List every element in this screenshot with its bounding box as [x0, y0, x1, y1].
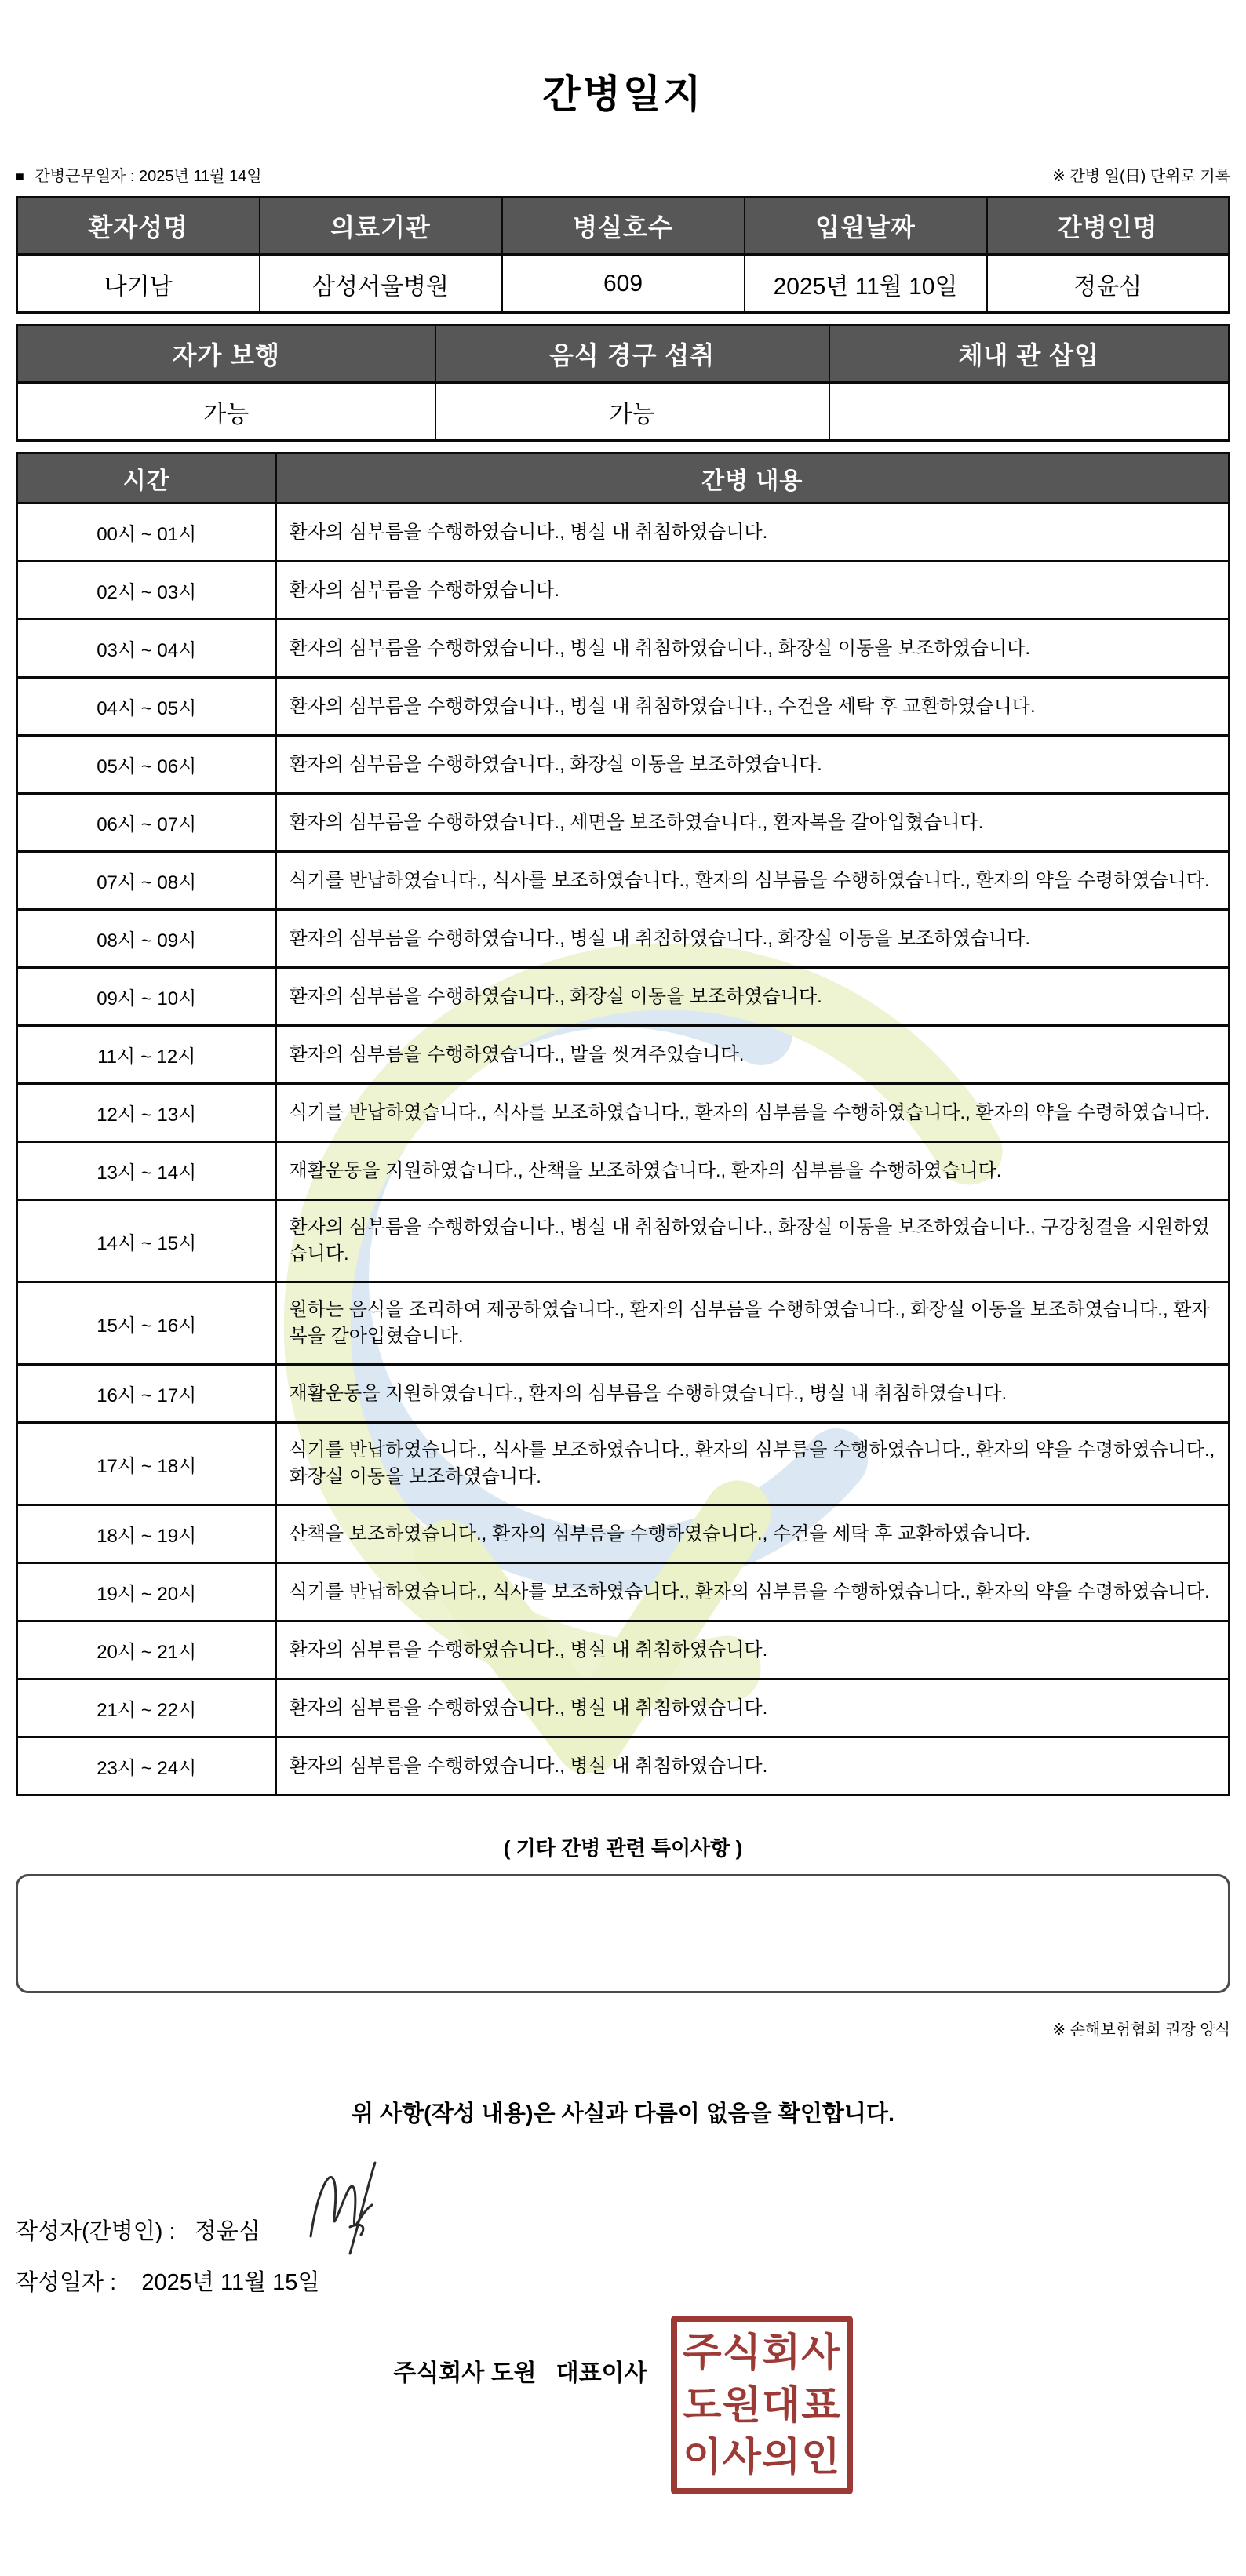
care-content: 환자의 심부름을 수행하였습니다., 병실 내 취침하였습니다. — [289, 1697, 768, 1719]
work-date-label: 간병근무일자 : — [35, 168, 135, 185]
care-time: 15시 ~ 16시 — [97, 1315, 197, 1337]
patient-status-table — [16, 324, 1230, 442]
value-patient-name: 나기남 — [17, 255, 260, 313]
care-time-cell — [17, 1563, 276, 1621]
care-content-cell — [276, 794, 1230, 852]
care-content: 환자의 심부름을 수행하였습니다., 병실 내 취침하였습니다. — [289, 521, 768, 543]
care-table-body — [17, 504, 1230, 1796]
patient-header-row — [17, 198, 1230, 255]
care-time-cell — [17, 1737, 276, 1796]
care-content: 환자의 심부름을 수행하였습니다., 병실 내 취침하였습니다. — [289, 1639, 768, 1661]
care-table-row — [17, 678, 1230, 736]
care-content: 환자의 심부름을 수행하였습니다., 화장실 이동을 보조하였습니다. — [289, 753, 822, 775]
care-content: 재활운동을 지원하였습니다., 환자의 심부름을 수행하였습니다., 병실 내 취침하였습니다. — [289, 1382, 1007, 1404]
care-time: 19시 ~ 20시 — [97, 1584, 197, 1605]
care-content-cell — [276, 852, 1230, 910]
care-content: 환자의 심부름을 수행하였습니다., 발을 씻겨주었습니다. — [289, 1043, 745, 1065]
care-time: 18시 ~ 19시 — [97, 1526, 197, 1547]
care-time-cell — [17, 1621, 276, 1679]
care-time-cell — [17, 1026, 276, 1084]
care-time: 21시 ~ 22시 — [97, 1700, 197, 1721]
author-gap — [176, 2220, 195, 2246]
stamp-line-3: 이사의인 — [682, 2435, 841, 2480]
header-caregiver-name: 간병인명 — [987, 198, 1230, 255]
value-medical-institution: 삼성서울병원 — [260, 255, 502, 313]
stamp-line-1: 주식회사 — [682, 2330, 841, 2375]
care-table-row — [17, 562, 1230, 620]
status-value-row — [17, 383, 1230, 441]
care-time: 08시 ~ 09시 — [97, 930, 197, 951]
care-table-row — [17, 794, 1230, 852]
care-content-cell — [276, 1423, 1230, 1505]
care-table-row — [17, 1084, 1230, 1142]
care-time: 11시 ~ 12시 — [97, 1046, 196, 1068]
header-time: 시간 — [17, 453, 276, 504]
care-table-row — [17, 1563, 1230, 1621]
care-table-row — [17, 1365, 1230, 1423]
care-content: 식기를 반납하였습니다., 식사를 보조하였습니다., 환자의 심부름을 수행하였습니다., 환자의 약을 수령하였습니다., 화장실 이동을 보조하였습니다. — [289, 1439, 1215, 1487]
care-content: 식기를 반납하였습니다., 식사를 보조하였습니다., 환자의 심부름을 수행하였습니다., 환자의 약을 수령하였습니다. — [289, 1101, 1210, 1123]
date-row — [16, 2265, 1230, 2297]
care-time-cell — [17, 852, 276, 910]
unit-note: ※ 간병 일(日) 단위로 기록 — [1052, 168, 1230, 185]
care-content-cell — [276, 1026, 1230, 1084]
care-time-cell — [17, 1142, 276, 1200]
care-time-cell — [17, 678, 276, 736]
care-time: 17시 ~ 18시 — [97, 1455, 197, 1477]
header-medical-institution: 의료기관 — [260, 198, 502, 255]
care-content: 환자의 심부름을 수행하였습니다., 병실 내 취침하였습니다., 수건을 세탁 후 교환하였습니다. — [289, 695, 1036, 717]
care-content-cell — [276, 736, 1230, 794]
care-time-cell — [17, 1365, 276, 1423]
author-name: 정윤심 — [194, 2219, 260, 2244]
header-tube-insertion: 체내 관 삽입 — [829, 326, 1230, 383]
care-content-cell — [276, 1084, 1230, 1142]
stamp-line-2: 도원대표 — [682, 2382, 841, 2427]
care-time-cell — [17, 910, 276, 968]
care-time-cell — [17, 1084, 276, 1142]
value-self-walking: 가능 — [17, 383, 435, 441]
care-time: 04시 ~ 05시 — [97, 698, 197, 719]
care-time-cell — [17, 736, 276, 794]
care-time-cell — [17, 1283, 276, 1365]
care-content-cell — [276, 620, 1230, 678]
care-content: 환자의 심부름을 수행하였습니다., 병실 내 취침하였습니다., 화장실 이동을 보조하였습니다. — [289, 637, 1030, 659]
value-tube-insertion — [829, 383, 1230, 441]
care-time: 00시 ~ 01시 — [97, 524, 197, 545]
care-time: 14시 ~ 15시 — [97, 1232, 197, 1254]
care-time: 07시 ~ 08시 — [97, 872, 197, 893]
care-table-row — [17, 1621, 1230, 1679]
care-time-cell — [17, 1423, 276, 1505]
value-oral-intake: 가능 — [435, 383, 829, 441]
value-admission-date: 2025년 11월 10일 — [745, 255, 987, 313]
care-content: 환자의 심부름을 수행하였습니다., 병실 내 취침하였습니다., 화장실 이동을 보조하였습니다. — [289, 927, 1030, 949]
care-table-row — [17, 1423, 1230, 1505]
care-time: 12시 ~ 13시 — [97, 1104, 197, 1126]
care-content-cell — [276, 1283, 1230, 1365]
confirmation-statement: 위 사항(작성 내용)은 사실과 다름이 없음을 확인합니다. — [351, 2101, 895, 2127]
page-title: 간병일지 — [542, 72, 704, 116]
care-time-cell — [17, 1679, 276, 1737]
care-header-row — [17, 453, 1230, 504]
care-content-cell — [276, 1142, 1230, 1200]
notes-heading: ( 기타 간병 관련 특이사항 ) — [503, 1836, 743, 1860]
value-room-number: 609 — [502, 255, 745, 313]
caregiver-signature — [304, 2159, 391, 2255]
care-time: 05시 ~ 06시 — [97, 756, 197, 777]
work-date-value: 2025년 11월 14일 — [139, 168, 262, 185]
care-table-row — [17, 1026, 1230, 1084]
care-time: 03시 ~ 04시 — [97, 640, 197, 661]
care-content-cell — [276, 562, 1230, 620]
care-table-row — [17, 968, 1230, 1026]
care-table-row — [17, 1283, 1230, 1365]
care-content: 환자의 심부름을 수행하였습니다., 세면을 보조하였습니다., 환자복을 갈아입혔습니다. — [289, 811, 984, 833]
care-time: 20시 ~ 21시 — [97, 1642, 197, 1663]
care-content: 환자의 심부름을 수행하였습니다., 병실 내 취침하였습니다., 화장실 이동을 보조하였습니다., 구강청결을 지원하였습니다. — [289, 1217, 1210, 1264]
care-table-row — [17, 910, 1230, 968]
patient-value-row — [17, 255, 1230, 313]
care-table-row — [17, 504, 1230, 562]
care-time-cell — [17, 562, 276, 620]
status-header-row — [17, 326, 1230, 383]
write-date-value: 2025년 11월 15일 — [141, 2270, 320, 2295]
care-time: 06시 ~ 07시 — [97, 814, 197, 835]
write-date-label: 작성일자 : — [16, 2270, 117, 2295]
value-caregiver-name: 정윤심 — [987, 255, 1230, 313]
care-table-row — [17, 1505, 1230, 1563]
author-row — [16, 2159, 1230, 2246]
care-time: 09시 ~ 10시 — [97, 988, 197, 1010]
care-time-cell — [17, 504, 276, 562]
care-content: 산책을 보조하였습니다., 환자의 심부름을 수행하였습니다., 수건을 세탁 후 교환하였습니다. — [289, 1523, 1030, 1545]
care-content: 환자의 심부름을 수행하였습니다. — [289, 579, 560, 601]
care-content-cell — [276, 1737, 1230, 1796]
header-care-content: 간병 내용 — [276, 453, 1230, 504]
care-content-cell — [276, 1679, 1230, 1737]
work-date-line — [16, 163, 262, 186]
care-time: 16시 ~ 17시 — [97, 1385, 197, 1406]
care-table-row — [17, 1142, 1230, 1200]
care-time-cell — [17, 968, 276, 1026]
care-time-cell — [17, 794, 276, 852]
care-table-row — [17, 1679, 1230, 1737]
notes-box — [16, 1874, 1230, 1993]
header-patient-name: 환자성명 — [17, 198, 260, 255]
header-admission-date: 입원날짜 — [745, 198, 987, 255]
care-table-row — [17, 736, 1230, 794]
form-note: ※ 손해보험협회 권장 양식 — [1052, 2021, 1230, 2039]
care-content: 재활운동을 지원하였습니다., 산책을 보조하였습니다., 환자의 심부름을 수행하였습니다. — [289, 1159, 1002, 1181]
care-log-table — [16, 452, 1230, 1796]
header-room-number: 병실호수 — [502, 198, 745, 255]
care-time: 02시 ~ 03시 — [97, 582, 197, 603]
care-time-cell — [17, 620, 276, 678]
header-self-walking: 자가 보행 — [17, 326, 435, 383]
care-content-cell — [276, 678, 1230, 736]
care-content-cell — [276, 910, 1230, 968]
date-gap — [122, 2270, 135, 2295]
header-oral-intake: 음식 경구 섭취 — [435, 326, 829, 383]
care-content-cell — [276, 968, 1230, 1026]
care-time: 13시 ~ 14시 — [97, 1162, 197, 1184]
care-content: 식기를 반납하였습니다., 식사를 보조하였습니다., 환자의 심부름을 수행하였습니다., 환자의 약을 수령하였습니다. — [289, 1581, 1210, 1603]
care-content-cell — [276, 504, 1230, 562]
company-row — [16, 2316, 1230, 2494]
care-table-row — [17, 1737, 1230, 1796]
care-content: 환자의 심부름을 수행하였습니다., 병실 내 취침하였습니다. — [289, 1755, 768, 1777]
company-label: 주식회사 도원 대표이사 — [393, 2360, 647, 2386]
care-time-cell — [17, 1200, 276, 1283]
care-content: 환자의 심부름을 수행하였습니다., 화장실 이동을 보조하였습니다. — [289, 985, 822, 1007]
square-bullet-icon: ■ — [16, 169, 24, 184]
author-label: 작성자(간병인) : — [16, 2219, 176, 2244]
care-content-cell — [276, 1563, 1230, 1621]
care-table-row — [17, 1200, 1230, 1283]
care-content-cell — [276, 1505, 1230, 1563]
care-content: 원하는 음식을 조리하여 제공하였습니다., 환자의 심부름을 수행하였습니다., 화장실 이동을 보조하였습니다., 환자복을 갈아입혔습니다. — [289, 1299, 1210, 1347]
care-table-row — [17, 620, 1230, 678]
patient-info-table — [16, 196, 1230, 314]
care-time: 23시 ~ 24시 — [97, 1758, 197, 1779]
corporate-seal-stamp — [671, 2316, 853, 2494]
care-content-cell — [276, 1200, 1230, 1283]
care-time-cell — [17, 1505, 276, 1563]
care-table-row — [17, 852, 1230, 910]
meta-row — [16, 163, 1230, 186]
care-content-cell — [276, 1621, 1230, 1679]
care-content-cell — [276, 1365, 1230, 1423]
care-content: 식기를 반납하였습니다., 식사를 보조하였습니다., 환자의 심부름을 수행하였습니다., 환자의 약을 수령하였습니다. — [289, 869, 1210, 891]
